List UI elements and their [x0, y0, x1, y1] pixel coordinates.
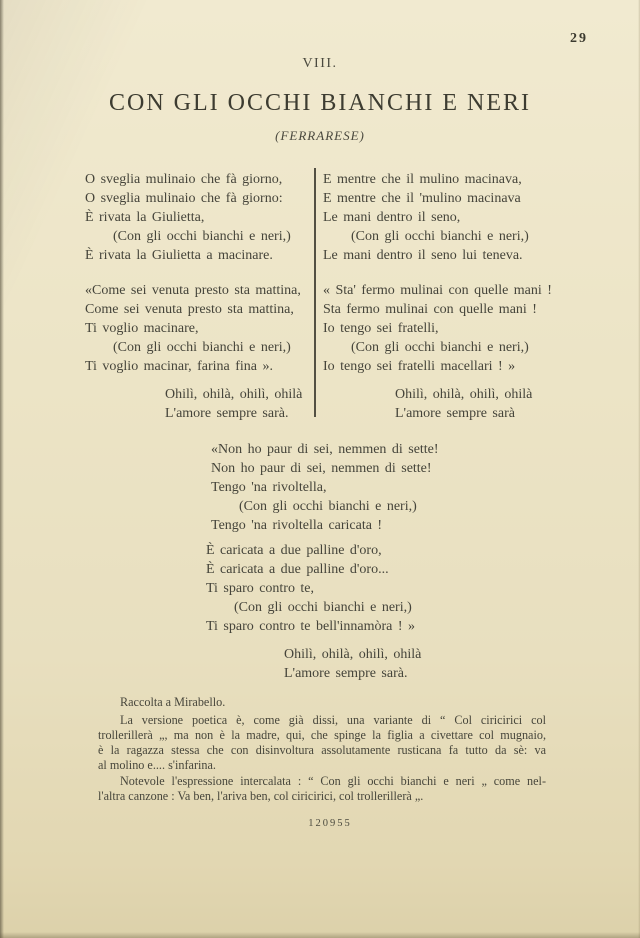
verse-line: E mentre che il mulino macinava, — [323, 172, 522, 187]
note-line: è la ragazza stessa che con disinvoltura assolutamente rusticana fa tutto da sè: va — [98, 743, 546, 757]
verse-line: Le mani dentro il seno, — [323, 210, 461, 225]
refrain-line: Ohilì, ohilà, ohilì, ohilà — [284, 647, 422, 662]
verse-line: « Sta' fermo mulinai con quelle mani ! — [323, 283, 552, 298]
refrain-line: L'amore sempre sarà — [395, 406, 515, 421]
section-numeral: VIII. — [302, 56, 338, 71]
verse-line: Tengo 'na rivoltella caricata ! — [211, 518, 383, 533]
verse-line: Come sei venuta presto sta mattina, — [85, 302, 294, 317]
verse-line: È caricata a due palline d'oro... — [206, 562, 389, 577]
stanza-left-1 — [85, 170, 291, 265]
verse-line: Tengo 'na rivoltella, — [211, 480, 327, 495]
song-subtitle: (FERRARESE) — [275, 128, 365, 143]
footnotes — [98, 695, 546, 804]
note-line: trollerillerà „, ma non è la madre, qui, che spinge la figlia a civettare col mugnaio, — [98, 728, 546, 742]
print-code: 120955 — [308, 818, 352, 829]
verse-line-refrain: (Con gli occhi bianchi e neri,) — [351, 340, 529, 355]
verse-line-refrain: (Con gli occhi bianchi e neri,) — [113, 229, 291, 244]
page-number: 29 — [570, 31, 588, 46]
note-line: al molino e.... s'infarina. — [98, 758, 216, 772]
verse-line-refrain: (Con gli occhi bianchi e neri,) — [234, 600, 412, 615]
verse-line: Ti voglio macinare, — [85, 321, 199, 336]
verse-line: Sta fermo mulinai con quelle mani ! — [323, 302, 537, 317]
verse-line-refrain: (Con gli occhi bianchi e neri,) — [113, 340, 291, 355]
stanza-right-2 — [323, 281, 552, 376]
verse-line: «Come sei venuta presto sta mattina, — [85, 283, 301, 298]
verse-line-refrain: (Con gli occhi bianchi e neri,) — [351, 229, 529, 244]
verse-line: E mentre che il 'mulino macinava — [323, 191, 521, 206]
song-title: CON GLI OCCHI BIANCHI E NERI — [109, 90, 531, 116]
refrain-line: L'amore sempre sarà. — [284, 666, 408, 681]
refrain-center — [284, 645, 421, 683]
verse-line: «Non ho paur di sei, nemmen di sette! — [211, 442, 439, 457]
verse-line: Ti sparo contro te bell'innamòra ! » — [206, 619, 415, 634]
refrain-right — [395, 385, 532, 423]
stanza-left-2 — [85, 281, 301, 376]
verse-line: Ti sparo contro te, — [206, 581, 315, 596]
refrain-left — [165, 385, 302, 423]
note-line: Notevole l'espressione intercalata : “ Con gli occhi bianchi e neri „ come nel- — [120, 774, 546, 788]
scan-bottom-edge — [0, 932, 640, 938]
verse-line: È caricata a due palline d'oro, — [206, 543, 382, 558]
refrain-line: Ohilì, ohilà, ohilì, ohilà — [395, 387, 533, 402]
column-divider-rule — [314, 168, 316, 417]
stanza-center-1 — [211, 440, 439, 535]
verse-line: Le mani dentro il seno lui teneva. — [323, 248, 523, 263]
verse-line: O sveglia mulinaio che fà giorno, — [85, 172, 283, 187]
collection-note: Raccolta a Mirabello. — [120, 695, 226, 709]
verse-line: O sveglia mulinaio che fà giorno: — [85, 191, 283, 206]
verse-line: È rivata la Giulietta, — [85, 210, 205, 225]
refrain-line: L'amore sempre sarà. — [165, 406, 289, 421]
stanza-right-1 — [323, 170, 529, 265]
verse-line: Non ho paur di sei, nemmen di sette! — [211, 461, 432, 476]
verse-line: Io tengo sei fratelli, — [323, 321, 439, 336]
note-line: l'altra canzone : Va ben, l'ariva ben, col ciricirici, col trollerillerà „. — [98, 789, 424, 803]
refrain-line: Ohilì, ohilà, ohilì, ohilà — [165, 387, 303, 402]
stanza-center-2 — [206, 541, 415, 636]
verse-line: Io tengo sei fratelli macellari ! » — [323, 359, 516, 374]
verse-line: Ti voglio macinar, farina fina ». — [85, 359, 273, 374]
note-line: La versione poetica è, come già dissi, una variante di “ Col ciricirici col — [120, 713, 546, 727]
verse-line-refrain: (Con gli occhi bianchi e neri,) — [239, 499, 417, 514]
verse-line: È rivata la Giulietta a macinare. — [85, 248, 273, 263]
